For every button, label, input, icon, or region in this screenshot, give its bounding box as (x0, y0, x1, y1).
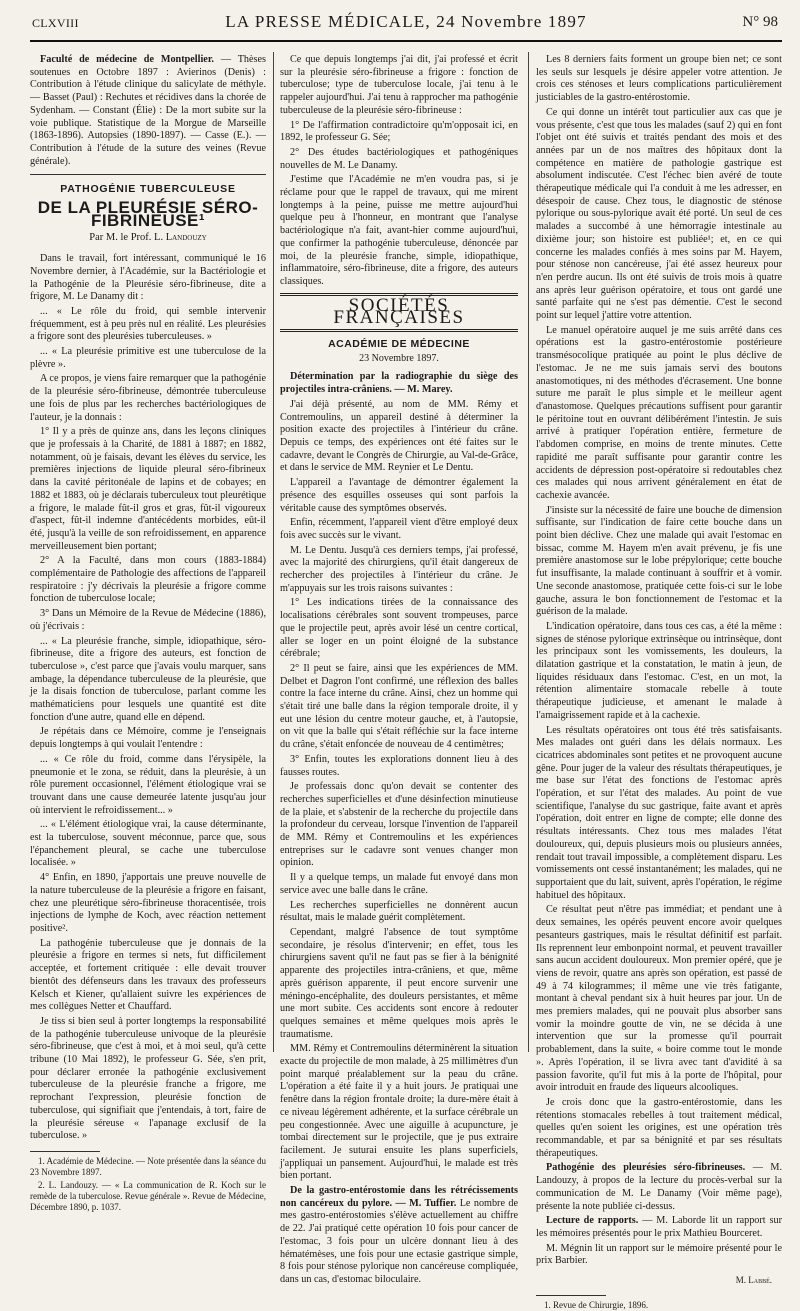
gastro-title: De la gastro-entérostomie dans les rétrécissements non cancéreux du pylore. (280, 1185, 518, 1209)
paragraph: J'ai déjà présenté, au nom de MM. Rémy et Contremoulins, un appareil destiné à déterminer la position exacte des projectiles à l'intérieur du crâne. Depuis ce temps, des expériences ont été faites sur le cadavre, devant le Congrès de Chirurgie, au Val-de-Grâce, et dans le service de MM. Reynier et Le Dentu. (280, 398, 518, 474)
page-header (30, 10, 782, 42)
paragraph: Je tiss si bien seul à porter longtemps la responsabilité de la pathogénie tuberculeuse univoque de la pleurésie séro-fibrineuse, que c'est à moi, et à moi seul, qu'à cette tribune (10 Mai 1892), le professeur G. Sée, s'en prit, pour déclarer erronée la pathogénie exclusivement tuberculeuse de la pleurésie franche a frigore, me reprochant l'expression, pleurésie fonction de tuberculose, qui signifiait que j'entendais, à tort, faire de la pleurésie séreuse « l'apanage exclusif de la tuberculose. » (30, 1015, 266, 1142)
footnote: 2. L. Landouzy. — « La communication de R. Koch sur le remède de la tuberculose. Revue générale ». Revue de Médecine, Décembre 1890, p. 1037. (30, 1179, 266, 1212)
paragraph: 2° Des études bactériologiques et pathogéniques nouvelles de M. Le Danamy. (280, 146, 518, 171)
paragraph: Les 8 derniers faits forment un groupe bien net; ce sont les seuls sur lesquels je désire appeler votre attention. Je crois ces sténoses et leurs complications particulièrement justiciables de la gastro-entérostomie. (536, 54, 782, 104)
lecture-text: — M. Laborde lit un rapport sur les mémoires présentés pour le prix Mathieu Bourceret. (536, 1215, 782, 1239)
section-heading: PATHOGÉNIE TUBERCULEUSE (60, 183, 236, 196)
paragraph: L'appareil a l'avantage de démontrer également la présence des esquilles osseuses qui sont parfois la véritable cause des symptômes observés. (280, 477, 518, 514)
paragraph: ... « Le rôle du froid, qui semble intervenir fréquemment, est à peu près nul en réalité. Les pleurésies a frigore sont des pleurésies tuberculeuses. » (30, 305, 266, 343)
determination-lead (280, 371, 518, 396)
academie-heading: ACADÉMIE DE MÉDECINE (328, 338, 470, 351)
paragraph: ... « La pleurésie primitive est une tuberculose de la plèvre ». (30, 346, 266, 370)
paragraph: L'indication opératoire, dans tous ces cas, a été la même : signes de sténose pylorique extrinsèque ou intrinsèque, dont les principaux sont les vomissements, les douleurs, la dilatation gastrique et la constatation, le matin à jeun, de liquides résiduaux dans l'estomac. C'est, en un mot, la rétention alimentaire stomacale rebelle à toute thérapeutique judicieuse, et amenant le malade à l'amaigrissement rapide et à la cachexie. (536, 620, 782, 721)
paragraph: Les recherches superficielles ne donnèrent aucun résultat, mais le malade guérit complètement. (280, 899, 518, 924)
column-1 (30, 54, 266, 1212)
paragraph: 2° Il peut se faire, ainsi que les expériences de MM. Delbet et Dagron l'ont confirmé, une réflexion des balles contre la face interne du crâne. Ainsi, chez un homme qui s'était tiré une balle dans la région temporale droite, il y eut une lésion du centre moteur gauche, et, à l'autopsie, on vit que la balle qui s'était réfléchie sur la face interne du crâne, s'était enfoncée de nouveau de 4 centimètres; (280, 662, 518, 751)
author-prefix: Par M. le Prof. (89, 232, 152, 244)
paragraph: Enfin, récemment, l'appareil vient d'être employé deux fois avec succès sur le vivant. (280, 517, 518, 541)
paragraph: MM. Rémy et Contremoulins déterminèrent la situation exacte du projectile de mon malade, à 25 millimètres d'un point marqué préalablement sur la peau du crâne. L'opération a été faite il y a huit jours. Je pratiquai une fenêtre dans la région frontale droite; la dure-mère était à ce niveau légèrement adhérente, et la surface cérébrale un peu congestionnée. Avec une aiguille à acupuncture, je tombai directement sur le projectile, que je pus extraire facilement. Je suturai ensuite les plans superficiels, j'appliquai un pansement. Aujourd'hui, le malade est très bien portant. (280, 1043, 518, 1182)
signature: M. Labbé. (735, 1275, 772, 1286)
paragraph: 1° Il y a près de quinze ans, dans les leçons cliniques que je professais à la Charité, de 1881 à 1887; en 1882, notamment, où je faisais, devant les élèves du service, les premières injections de liquide pleural séro-fibrineux dans la cavité péritonéale de lapins et de cobayes; en 1882 et 1883, où je déclarais tuberculeux tout pleurétique a frigore, le malade fût-il gros et gras, fût-il vigoureux d'aspect, fût-il indemne d'antécédents morbides, eût-il été, jusqu'à la veille de son refroidissement, en apparence merveilleusement bien portant; (30, 426, 266, 552)
determination-title: Détermination par la radiographie du siège des projectiles intra-crâniens. (280, 371, 518, 396)
article-title: DE LA PLEURÉSIE SÉRO-FIBRINEUSE¹ (37, 198, 259, 230)
paragraph: A ce propos, je viens faire remarquer que la pathogénie de la pleurésie séro-fibrineuse, démontrée tuberculeuse une fois de plus par les recherches bactériologiques de l'auteur, je la donnais : (30, 373, 266, 423)
column-3 (536, 54, 783, 1310)
paragraph: Dans le travail, fort intéressant, communiqué le 16 Novembre dernier, à l'Académie, sur la Bactériologie et la Pathogénie de la Pleurésie séro-fibrineuse, dite a frigore, M. Le Danamy dit : (30, 253, 266, 303)
determination-author: — M. Marey. (394, 384, 453, 396)
paragraph: Je crois donc que la gastro-entérostomie, dans les rétentions stomacales rebelles à tout traitement médical, quelles qu'en soient les origines, est une opération très recommandable, et par sa bénignité et par ses résultats thérapeutiques. (536, 1096, 782, 1159)
faculte-text: — Thèses soutenues en Octobre 1897 : Avierinos (Denis) : Contribution à l'étude clinique du salicylate de méthyle. — Basset (Paul) : Rechutes et récidives dans la chorée de Sydenham. — Constant (Élie) : De la mort subite sur la voie publique. Statistique de la Morgue de Marseille (1863-1896). Autopsies (1890-1897). — Casse (E.). — Contribution à l'étude de la suture des veines (Revue générale). (30, 54, 266, 167)
societes-heading: SOCIÉTÉS FRANÇAISES (280, 293, 518, 332)
session-date: 23 Novembre 1897. (359, 352, 439, 364)
faculte-notice (30, 54, 266, 168)
footnote: 1. Revue de Chirurgie, 1896. (544, 1299, 649, 1310)
divider (30, 174, 266, 175)
paragraph: Les résultats opératoires ont tous été très satisfaisants. Mes malades ont guéri dans les délais normaux. Les cicatrices abdominales sont petites et ne provoquent aucune gêne. Pour juger de la valeur des résultats thérapeutiques, je me base sur l'état des fonctions de l'estomac après l'opération, et sur l'état des malades. Au point de vue scientifique, l'analyse du suc gastrique, faite avant et après l'opération, doit entrer en ligne de compte; elle donne des résultats intéressants. Chez tous mes malades l'état douloureux, qui, depuis plusieurs mois ou plusieurs années, rendait tout travail impossible, a complètement disparu. Les vomissements ont cessé instantanément; les malades, qui ne supportaient que du lait, suivent, après l'opération, le régime habituel des hôpitaux. (536, 724, 782, 901)
paragraph: La pathogénie tuberculeuse que je donnais de la pleurésie a frigore en termes si nets, fut difficilement acceptée, et fortement critiquée : elle devait trouver bientôt des défenseurs dans les travaux des professeurs Kelsch et Kiener, qu'allaient suivre les expériences de mes collègues Netter et Chauffard. (30, 937, 266, 1013)
issue-number: N° 98 (742, 14, 778, 30)
paragraph: 1° Les indications tirées de la connaissance des localisations cérébrales sont souvent trompeuses, parce que le projectile peut, après avoir lésé un centre cortical, aller se loger en un point éloigné de la substance cérébrale; (280, 597, 518, 660)
paragraph: 1° De l'affirmation contradictoire qu'm'opposait ici, en 1892, le professeur G. Sée; (280, 119, 518, 144)
paragraph: J'insiste sur la nécessité de faire une bouche de dimension suffisante, sur l'indication de faire cette bouche dans un point bien déclive. Chez une malade qui avait l'estomac en bissac, comme M. Hayem m'en avait prévenu, je fis une première anastomose sur le lobe prépylorique; cette bouche fut insuffisante, la malade continuant à souffrir et à vomir. Une seconde anastomose, pratiquée cette fois-ci sur le lobe gauche, assura le bon fonctionnement de l'estomac et la guérison de la malade. (536, 504, 782, 618)
paragraph: Ce qui donne un intérêt tout particulier aux cas que je vous présente, c'est que tous les malades (sauf 2) qui en font l'objet ont été suivis et traités pendant des mois et des années par un de nos maîtres des hôpitaux dont la compétence en matière de pathologie gastrique est absolument indiscutée. C'est l'échec bien avéré de toute thérapeutique médicale qui l'a conduit à me les adresser, en désespoir de cause. Chez tous, le diagnostic de sténose pylorique ou sous-pylorique avait été porté. Un seul de ces malades a succombé à une hémorragie intestinale au dixième jour; son histoire est publiée¹; et, en ce qui concerne les malades confiés à mes soins par M. Hayem, pour sténose non cancéreuse, j'ai été assez heureux pour n'en perdre aucun. Ils ont été suivis de trois mois à quatre ans après leur guérison opératoire, et tous ont gardé une santé parfaite qui ne s'est pas démentie. C'est le second point sur lequel j'attire votre attention. (536, 106, 782, 322)
footnote-rule (536, 1295, 606, 1296)
faculte-title: Faculté de médecine de Montpellier. (40, 54, 214, 65)
paragraph: Je professais donc qu'on devait se contenter des recherches superficielles et d'une désinfection minutieuse de la plaie, et s'abstenir de la recherche du projectile dans la profondeur du cerveau, lorsque l'invention de l'appareil de MM. Rémy et Contremoulins et les expériences entreprises sur le cadavre sont venues changer mon opinion. (280, 781, 518, 869)
lecture-notice (536, 1215, 782, 1240)
lecture-title: Lecture de rapports. (546, 1215, 639, 1227)
pathogenie-notice (536, 1162, 782, 1213)
megnin-notice: M. Mégnin lit un rapport sur le mémoire présenté pour le prix Barbier. (536, 1242, 782, 1267)
paragraph: Le manuel opératoire auquel je me suis arrêté dans ces opérations est la gastro-entérostomie postérieure transmésocolique pratiquée au point le plus déclive de l'estomac. Je ne me suis jamais servi des boutons anastomotiques, ni des méthodes d'écrasement. Une bonne suture me paraît le plus simple et le meilleur agent d'anastomose. Quelques précautions suffisent pour garantir le péritoine tout en ouvrant délibérément l'intestin. Je suis arrivé à pratiquer l'opération entière, fermeture de l'abdomen comprise, en moins de trente minutes. Cette rapidité me paraît suffisante pour garantir contre les accidents de dépression post-opératoire si redoutables chez ces malades qui nous arrivent généralement en état de cachexie avancée. (536, 324, 782, 501)
paragraph: 3° Dans un Mémoire de la Revue de Médecine (1886), où j'écrivais : (30, 608, 266, 632)
paragraph: 4° Enfin, en 1890, j'apportais une preuve nouvelle de la nature tuberculeuse de la pleurésie a frigore en faisant, chez une pleurétique séro-fibrineuse thoracentisée, trois injections de lymphe de Koch, avec réaction nettement positive². (30, 872, 266, 934)
article-author (30, 232, 266, 245)
footnote-rule (30, 1151, 100, 1152)
paragraph: Je répétais dans ce Mémoire, comme je l'enseignais depuis longtemps à qui voulait l'entendre : (30, 726, 266, 751)
journal-title: LA PRESSE MÉDICALE, 24 Novembre 1897 (225, 12, 587, 31)
paragraph: Cependant, malgré l'absence de tout symptôme secondaire, je résolus d'intervenir; en effet, tous les chirurgiens savent qu'il ne faut pas se fier à la bénignité apparente des projectiles intra-crâniens, et que, même après guérison apparente, il peut encore survenir une méningo-encéphalite, des douleurs persistantes, et même une mort subite. Ces accidents sont encore à redouter quelques semaines et même quelques mois après le traumatisme. (280, 927, 518, 1040)
paragraph: Ce résultat peut n'être pas immédiat; et pendant une à deux semaines, les opérés peuvent encore avoir quelques pesanteurs gastriques, mais le résultat définitif est parfait. Ils reprennent leur embonpoint normal, et peuvent travailler sans aucun accident douloureux. Mon premier opéré, que je viens de revoir, quatre ans après son opération, est passé de 49 à 74 kilogrammes; il même une vie très fatigante, montant à cheval pendant six à huit heures par jour. Un de mes premiers malades, qui ne pouvait plus absorber sans vomir la moindre goutte de vin, ne se décida à une intervention que sur la promesse qu'il pourrait probablement, dans la suite, « boire comme tout le monde ». Après l'opération, il se livra avec tant d'avidité à sa passion favorite, qu'il fut mis à la porte de l'hôpital, pour avoir introduit en fraude des liqueurs alcooliques. (536, 904, 782, 1094)
column-divider (273, 52, 274, 1052)
paragraph: Il y a quelque temps, un malade fut envoyé dans mon service avec une balle dans le crâne. (280, 872, 518, 896)
paragraph: 3° Enfin, toutes les explorations donnent lieu à des fausses routes. (280, 753, 518, 778)
pathogenie-title: Pathogénie des pleurésies séro-fibrineuses. (546, 1162, 746, 1174)
paragraph: ... « L'élément étiologique vrai, la cause déterminante, est la tuberculose, souvent méconnue, parce que, sous l'épanchement pleural, se cache une tuberculose localisée. » (30, 819, 266, 869)
gastro-text: Le nombre de mes gastro-entérostomies s'élève actuellement au chiffre de 22. J'ai pratiqué cette opération 10 fois pour cancer de l'estomac, 3 fois pour un ulcère donnant lieu à des hématémèses, une fois pour une ectasie gastrique simple, 8 fois pour sténose pylorique non cancéreuse compliquée, dans un cas, d'estomac biloculaire. (280, 1197, 519, 1285)
paragraph: ... « Ce rôle du froid, comme dans l'érysipèle, la pneumonie et le zona, se réduit, dans la pleurésie, à un rôle purement occasionnel, l'élément étiologique vrai se trouvant dans une cause demeurée latente jusqu'au jour où intervient le refroidissement... » (30, 753, 266, 816)
paragraph: 2° A la Faculté, dans mon cours (1883-1884) complémentaire de Pathologie des affections de l'appareil respiratoire : j'y décrivais la pleurésie a frigore comme fonction de tuberculose locale; (30, 555, 266, 605)
paragraph: J'estime que l'Académie ne m'en voudra pas, si je réclame pour que le rappel de travaux, qui me mirent longtemps à la peine, puisse me mettre aujourd'hui quelque peu à l'honneur, en montrant que l'analyse bactériologique n'a fait, avant-hier comme aujourd'hui, que confirmer la pathogénie tuberculeuse, dénoncée par moi, de la pleurésie franche, simple, idiopathique, inflammatoire, séro-fibrineuse, dite a frigore, des auteurs classiques. (280, 174, 518, 287)
paragraph: Ce que depuis longtemps j'ai dit, j'ai professé et écrit sur la pleurésie séro-fibrineuse a frigore : fonction de tuberculose; type de tuberculose locale, j'ai tenu à le rappeler aujourd'hui. J'ai tenu à rapprocher ma pathogénie tuberculeuse de la pleurésie séro-fibrineuse : (280, 54, 518, 116)
paragraph: M. Le Dentu. Jusqu'à ces derniers temps, j'ai professé, avec la majorité des chirurgiens, qu'il était dangereux de rechercher des projectiles à l'intérieur du crâne. Je m'appuyais sur les trois raisons suivantes : (280, 544, 518, 594)
author-name: L. Landouzy (154, 232, 207, 244)
page-number: CLXVIII (32, 16, 79, 30)
footnote: 1. Académie de Médecine. — Note présentée dans la séance du 23 Novembre 1897. (30, 1155, 266, 1177)
gastro-lead (280, 1185, 518, 1287)
gastro-author: — M. Tuffier. (395, 1197, 457, 1209)
pathogenie-text: — M. Landouzy, à propos de la lecture du procès-verbal sur la communication de M. Le Danamy (Voir même page), présente la note publiée ci-dessus. (536, 1162, 783, 1212)
column-divider (528, 52, 529, 1052)
column-2 (280, 54, 519, 1285)
paragraph: ... « La pleurésie franche, simple, idiopathique, séro-fibrineuse, dite a frigore des auteurs, est fonction de tuberculose », c'est parce que j'avais voulu marquer, sans ambage, la dépendance tuberculeuse de la pleurésie, que je la disais fonction de tuberculose, parlant comme les mathématiciens pour lesquels une quantité est dite fonction d'une autre, quand elle en dépend. (30, 635, 266, 723)
